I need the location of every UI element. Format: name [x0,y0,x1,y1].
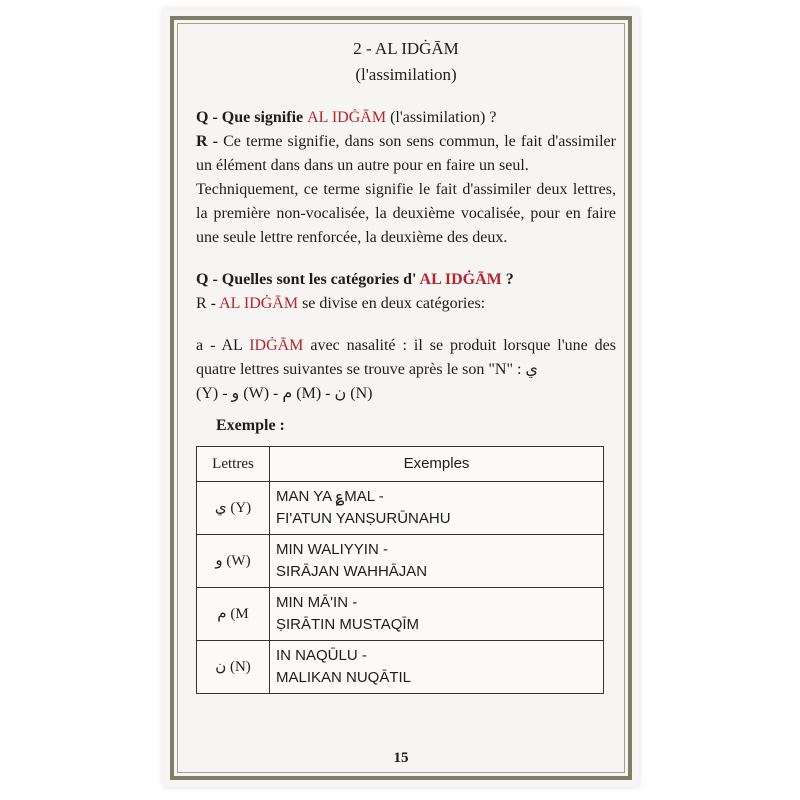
cat-a-text: avec nasalité : il se produit lorsque l'une des quatre lettres suivantes se trouve après le son "N" : ي [196,337,617,378]
row-letter: م (M [197,588,270,641]
technique-paragraph: Techniquement, ce terme signifie le fait d'assimiler deux lettres, la première non-vocalisée, la deuxième vocalisée, pour en faire une seule lettre renforcée, la deuxième des deux. [196,181,616,246]
category-a-letters: (Y) - و (W) - م (M) - ن (N) [196,385,373,402]
example-line: ṢIRĀTIN MUSTAQĪM [276,616,420,633]
section-title: 2 - AL IDĠĀM [353,39,459,58]
question-1 [196,106,616,130]
q2-prefix: Q - Quelles sont les catégories d' [196,271,420,288]
row-examples [270,535,604,588]
category-a [196,334,616,382]
header-examples: Exemples [270,447,604,482]
table-row [197,641,604,694]
page-content [196,36,616,694]
q2-term: AL IDĠĀM [419,271,502,288]
table-row [197,535,604,588]
answer-2 [196,292,616,316]
r2-term: AL IDĠĀM [219,295,299,312]
book-page [163,9,639,787]
q2-suffix: ? [501,271,514,288]
row-examples [270,588,604,641]
table-header-row [197,447,604,482]
q1-suffix: (l'assimilation) ? [386,109,497,126]
example-line: MIN WALIYYIN - [276,541,388,558]
q1-term: AL IDĠĀM [307,109,387,126]
table-row [197,482,604,535]
cat-a-term: IDĠĀM [249,337,304,354]
row-letter: ي (Y) [197,482,270,535]
r1-label: R - [196,133,224,150]
row-examples [270,482,604,535]
example-label: Exemple : [216,417,285,434]
example-line: MAN YA ؏MAL - [276,488,384,505]
answer-1 [196,130,616,178]
q1-prefix: Q - Que signifie [196,109,308,126]
section-subtitle: (l'assimilation) [355,65,457,84]
examples-table [196,446,604,694]
question-2 [196,268,616,292]
page-number: 15 [393,750,409,766]
example-line: SIRĀJAN WAHHĀJAN [276,563,428,580]
example-line: FI'ATUN YANṢURŪNAHU [276,510,451,527]
row-letter: و (W) [197,535,270,588]
table-row [197,588,604,641]
example-line: IN NAQŪLU - [276,647,367,664]
r2-suffix: se divise en deux catégories: [298,295,486,312]
row-examples [270,641,604,694]
row-letter: ن (N) [197,641,270,694]
r1-text: Ce terme signifie, dans son sens commun, le fait d'assimiler un élément dans dans un autre pour en faire un seul. [196,133,616,174]
cat-a-prefix: a - AL [196,337,250,354]
r2-label: R - [196,295,220,312]
example-line: MALIKAN NUQĀTIL [276,669,412,686]
header-letters: Lettres [197,447,270,482]
example-line: MIN MĀ'IN - [276,594,358,611]
